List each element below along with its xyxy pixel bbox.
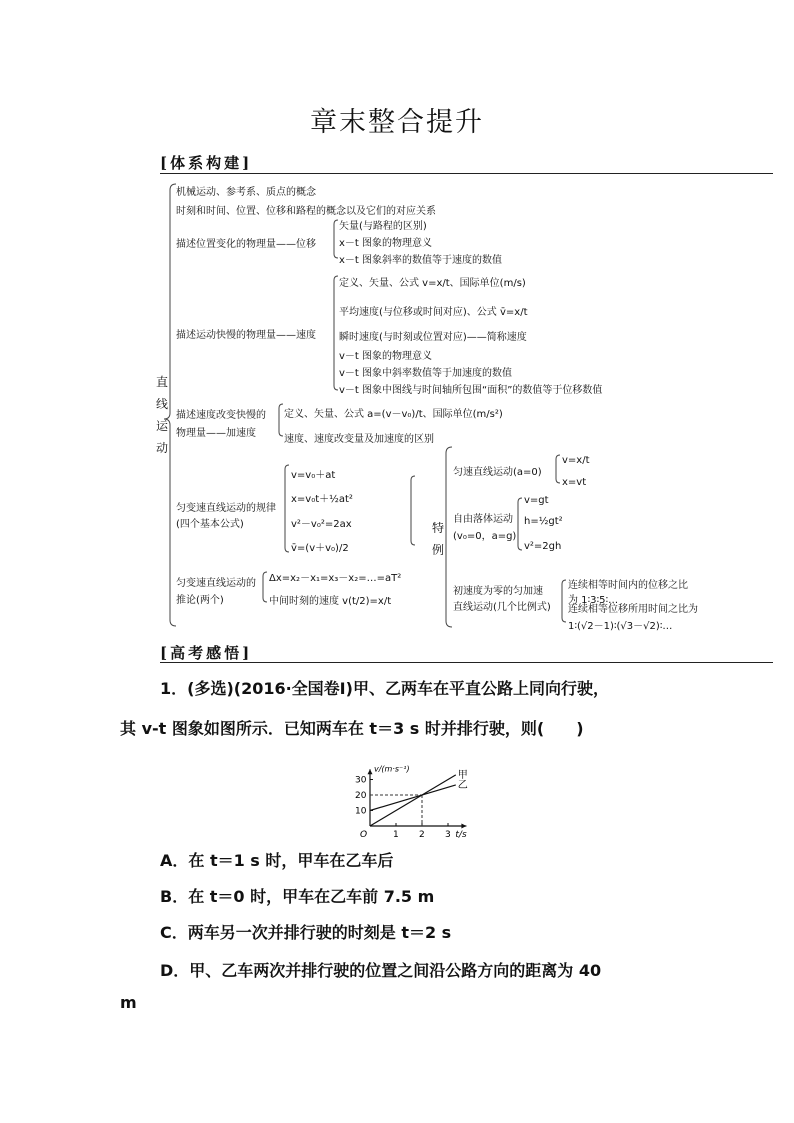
ratio-line-1: 连续相等时间内的位移之比 (568, 580, 688, 591)
series-label-2: 乙 (457, 779, 468, 791)
x-axis-label: t/s (455, 830, 467, 839)
y-tick-label: 10 (355, 806, 367, 817)
question-line-1: 1．(多选)(2016·全国卷Ⅰ)甲、乙两车在平直公路上同向行驶， (160, 679, 609, 698)
node-inferences-1: 匀变速直线运动的 (176, 578, 256, 589)
disp-vector: 矢量(与路程的区别) (339, 221, 427, 232)
question-line-2: 其 v-t 图象如图所示．已知两车在 t＝3 s 时并排行驶，则( ) (120, 719, 584, 738)
vel-average: 平均速度(与位移或时间对应)、公式 v̄=x/t (339, 307, 528, 318)
free-fall-v: v=gt (524, 495, 549, 506)
acc-difference: 速度、速度改变量及加速度的区别 (284, 434, 434, 445)
section-divider-2 (160, 662, 773, 663)
origin-label: O (360, 830, 368, 839)
node-velocity: 描述运动快慢的物理量——速度 (176, 330, 316, 341)
node-uniform-accel-laws-1: 匀变速直线运动的规律 (176, 503, 276, 514)
inference-delta-x: Δx=x₂－x₁=x₃－x₂=…=aT² (269, 573, 402, 584)
node-displacement: 描述位置变化的物理量——位移 (176, 239, 316, 250)
y-tick-label: 30 (355, 775, 367, 786)
disp-xt-meaning: x－t 图象的物理意义 (339, 238, 433, 249)
y-axis-arrow (368, 769, 373, 774)
option-a: A．在 t＝1 s 时，甲车在乙车后 (160, 851, 394, 870)
free-fall-h: h=½gt² (524, 516, 563, 527)
option-c: C．两车另一次并排行驶的时刻是 t＝2 s (160, 923, 452, 942)
vt-chart (352, 744, 482, 839)
y-axis-label: v/(m·s⁻¹) (374, 764, 410, 774)
node-acceleration-2: 物理量——加速度 (176, 428, 256, 439)
root-label: 直 线 运 动 (156, 375, 169, 455)
law-vel-disp: v²－v₀²=2ax (291, 519, 352, 530)
free-fall: 自由落体运动 (453, 514, 513, 525)
x-tick-label: 3 (445, 830, 451, 839)
uniform-formula-v: v=x/t (562, 455, 590, 466)
zero-initial-2: 直线运动(几个比例式) (453, 602, 551, 613)
option-d-continued: m (120, 993, 137, 1012)
uniform-formula-x: x=vt (562, 477, 587, 488)
node-inferences-2: 推论(两个) (176, 595, 224, 606)
vel-vt-area: v－t 图象中图线与时间轴所包围“面积”的数值等于位移数值 (339, 385, 603, 396)
node-mechanical-motion: 机械运动、参考系、质点的概念 (176, 187, 316, 198)
free-fall-conditions: (v₀=0，a=g) (453, 531, 517, 542)
ratio-line-4: 1∶(√2－1)∶(√3－√2)∶… (568, 621, 673, 632)
acc-definition: 定义、矢量、公式 a=(v－v₀)/t、国际单位(m/s²) (284, 409, 503, 420)
ratio-line-2: 为 1∶3∶5∶… (568, 595, 619, 606)
page-title: 章末整合提升 (310, 107, 484, 138)
inference-mid-velocity: 中间时刻的速度 v(t/2)=x/t (269, 596, 392, 607)
section-header-system: [体系构建] (160, 154, 253, 172)
series-label-1: 甲 (457, 769, 468, 781)
special-cases-label: 特 例 (432, 521, 445, 557)
node-uniform-accel-laws-2: (四个基本公式) (176, 519, 244, 530)
law-displacement: x=v₀t＋½at² (291, 494, 353, 505)
vel-vt-slope: v－t 图象中斜率数值等于加速度的数值 (339, 368, 513, 379)
x-tick-label: 2 (419, 830, 425, 839)
series-line-1 (370, 775, 456, 826)
disp-xt-slope: x－t 图象斜率的数值等于速度的数值 (339, 255, 503, 266)
section-header-exam: [高考感悟] (160, 644, 253, 662)
law-velocity: v=v₀＋at (291, 470, 336, 481)
vel-instant: 瞬时速度(与时刻或位置对应)——简称速度 (339, 332, 527, 343)
x-tick-label: 1 (393, 830, 399, 839)
node-time-position: 时刻和时间、位置、位移和路程的概念以及它们的对应关系 (176, 206, 436, 217)
uniform-motion: 匀速直线运动(a=0) (453, 467, 542, 478)
option-b: B．在 t＝0 时，甲车在乙车前 7.5 m (160, 887, 435, 906)
free-fall-v2: v²=2gh (524, 541, 562, 552)
zero-initial-1: 初速度为零的匀加速 (453, 586, 543, 597)
x-axis-arrow (461, 824, 466, 829)
law-avg-vel: v̄=(v＋v₀)/2 (291, 543, 349, 554)
y-tick-label: 20 (355, 791, 367, 801)
vel-vt-meaning: v－t 图象的物理意义 (339, 351, 433, 362)
option-d: D．甲、乙车两次并排行驶的位置之间沿公路方向的距离为 40 (160, 961, 602, 980)
vel-definition: 定义、矢量、公式 v=x/t、国际单位(m/s) (339, 278, 526, 289)
ratio-line-3: 连续相等位移所用时间之比为 (568, 604, 698, 615)
series-line-2 (370, 785, 456, 811)
node-acceleration-1: 描述速度改变快慢的 (176, 410, 266, 421)
